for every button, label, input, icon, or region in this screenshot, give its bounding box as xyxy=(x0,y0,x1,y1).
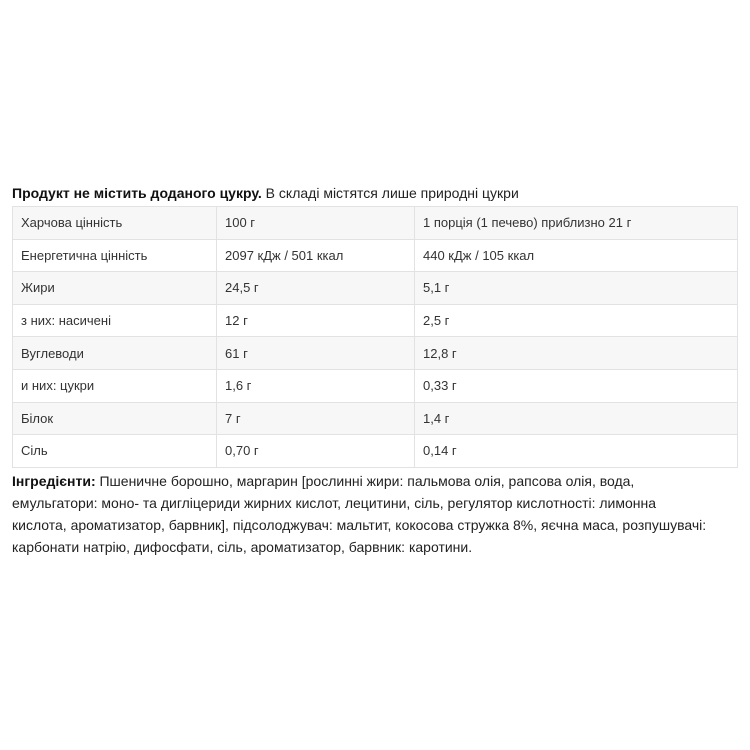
nutrient-name: Енергетична цінність xyxy=(13,239,217,272)
ingredients-line: Інгредієнти: Пшеничне борошно, маргарин [рослинні жири: пальмова олія, рапсова олія, вода, xyxy=(12,472,635,489)
table-row xyxy=(13,272,738,305)
table-row xyxy=(13,304,738,337)
nutrient-name: Жири xyxy=(13,272,217,305)
value-per-100g: 61 г xyxy=(217,337,415,370)
ingredients-line: кислота, ароматизатор, барвник], підсолоджувач: мальтит, кокосова стружка 8%, яєчна маса, розпушувачі: xyxy=(12,516,707,533)
value-per-100g: 100 г xyxy=(217,207,415,240)
ingredients-text xyxy=(12,470,738,558)
value-per-portion: 0,33 г xyxy=(415,369,738,402)
nutrient-name: Білок xyxy=(13,402,217,435)
value-per-100g: 12 г xyxy=(217,304,415,337)
value-per-100g: 0,70 г xyxy=(217,435,415,468)
value-per-portion: 12,8 г xyxy=(415,337,738,370)
value-per-100g: 2097 кДж / 501 ккал xyxy=(217,239,415,272)
table-row xyxy=(13,435,738,468)
sugar-note xyxy=(12,183,738,203)
value-per-100g: 1,6 г xyxy=(217,369,415,402)
value-per-portion: 2,5 г xyxy=(415,304,738,337)
table-row xyxy=(13,369,738,402)
ingredients-label: Інгредієнти: xyxy=(12,472,96,489)
table-row xyxy=(13,402,738,435)
table-row xyxy=(13,239,738,272)
value-per-portion: 5,1 г xyxy=(415,272,738,305)
table-row xyxy=(13,207,738,240)
nutrient-name: Сіль xyxy=(13,435,217,468)
nutrient-name: Вуглеводи xyxy=(13,337,217,370)
value-per-100g: 7 г xyxy=(217,402,415,435)
value-per-100g: 24,5 г xyxy=(217,272,415,305)
table-row xyxy=(13,337,738,370)
ingredients-line: емульгатори: моно- та дигліцериди жирних кислот, лецитини, сіль, регулятор кислотності: лимонна xyxy=(12,494,657,511)
value-per-portion: 1,4 г xyxy=(415,402,738,435)
value-per-portion: 0,14 г xyxy=(415,435,738,468)
nutrient-name: и них: цукри xyxy=(13,369,217,402)
nutrient-name: Харчова цінність xyxy=(13,207,217,240)
ingredients-line: карбонати натрію, дифосфати, сіль, ароматизатор, барвник: каротини. xyxy=(12,538,473,555)
product-info xyxy=(12,183,738,558)
nutrient-name: з них: насичені xyxy=(13,304,217,337)
nutrition-table xyxy=(12,206,738,468)
sugar-note-bold: Продукт не містить доданого цукру. xyxy=(12,185,262,201)
value-per-portion: 440 кДж / 105 ккал xyxy=(415,239,738,272)
value-per-portion: 1 порція (1 печево) приблизно 21 г xyxy=(415,207,738,240)
sugar-note-text: В складі містятся лише природні цукри xyxy=(261,185,519,201)
